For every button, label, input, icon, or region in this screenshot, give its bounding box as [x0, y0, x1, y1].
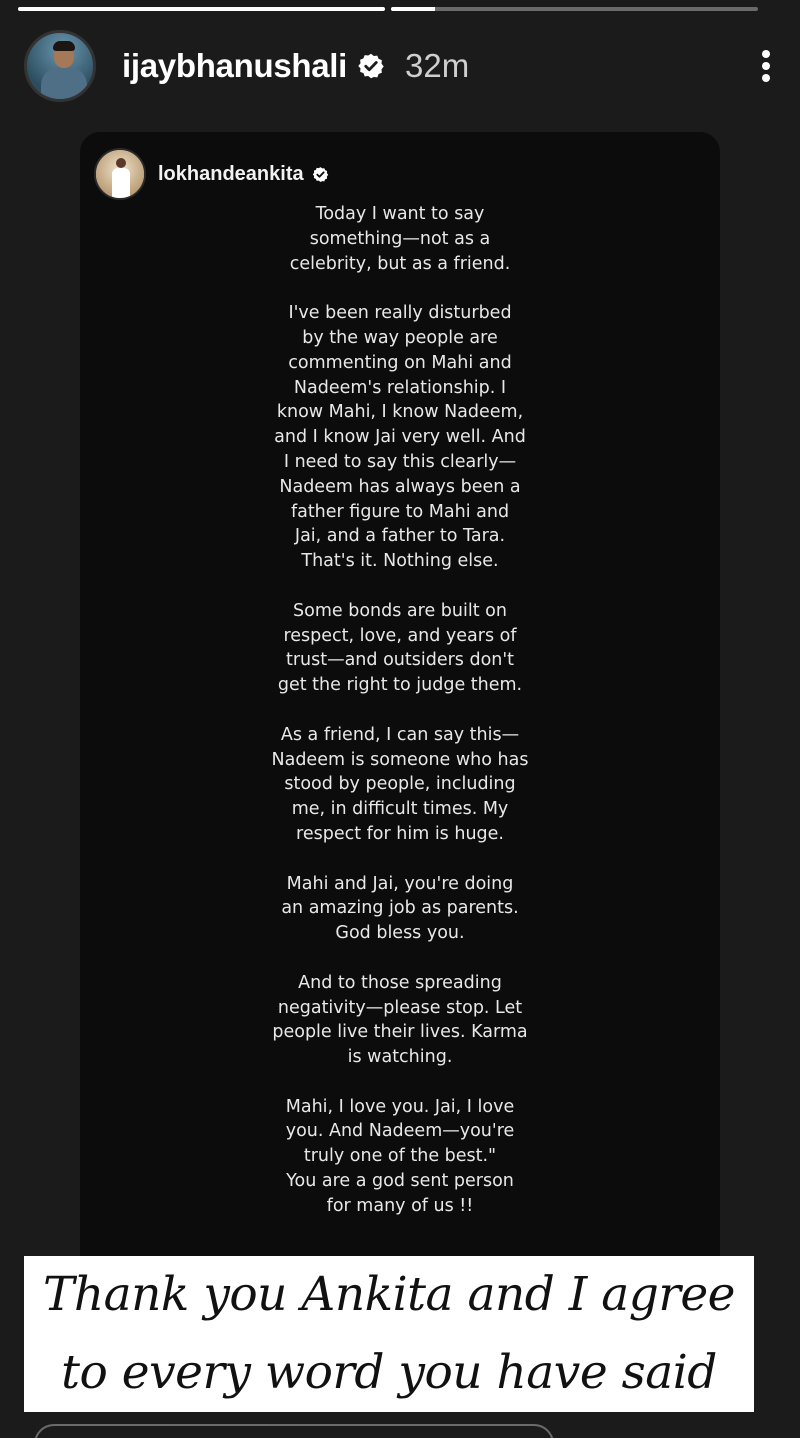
more-options-icon[interactable]: [760, 46, 772, 86]
shared-post-message: [230, 202, 570, 1219]
avatar-figure-body: [41, 67, 87, 102]
message-line: an amazing job as parents.: [281, 898, 519, 919]
avatar-figure-hair: [53, 41, 75, 51]
message-line: celebrity, but as a friend.: [289, 253, 511, 274]
caption-line: to every word you have said: [61, 1345, 717, 1400]
message-paragraph: [230, 202, 570, 276]
message-line: You are a god sent person: [286, 1171, 514, 1192]
message-line: Jai, and a father to Tara.: [294, 526, 506, 547]
message-line: people live their lives. Karma: [272, 1022, 528, 1043]
message-line: Mahi, I love you. Jai, I love: [285, 1096, 515, 1117]
shared-avatar-figure-body: [112, 168, 130, 198]
message-line: I need to say this clearly—: [283, 451, 517, 472]
reply-input[interactable]: [34, 1424, 554, 1438]
message-line: commenting on Mahi and: [288, 352, 512, 373]
message-line: get the right to judge them.: [277, 675, 523, 696]
message-line: father figure to Mahi and: [290, 501, 510, 522]
message-line: trust—and outsiders don't: [285, 650, 515, 671]
verified-badge-icon: [357, 52, 385, 80]
message-paragraph: [230, 872, 570, 946]
message-line: know Mahi, I know Nadeem,: [276, 402, 524, 423]
message-line: Today I want to say: [315, 204, 485, 224]
story-progress-bar: [18, 7, 758, 11]
progress-segment-1: [18, 7, 385, 11]
message-line: As a friend, I can say this—: [280, 724, 520, 745]
message-line: is watching.: [347, 1047, 453, 1068]
shared-post-avatar[interactable]: [94, 148, 146, 200]
progress-segment-2: [391, 7, 758, 11]
shared-post-header: [94, 148, 329, 200]
message-line: God bless you.: [335, 923, 465, 944]
message-paragraph: [230, 723, 570, 847]
message-line: for many of us !!: [326, 1195, 474, 1216]
message-line: Some bonds are built on: [293, 600, 507, 621]
message-line: and I know Jai very well. And: [274, 427, 526, 448]
message-line: truly one of the best.": [303, 1146, 497, 1167]
message-line: negativity—please stop. Let: [277, 997, 523, 1018]
message-line: Nadeem's relationship. I: [293, 377, 507, 398]
message-line: me, in difficult times. My: [291, 799, 509, 820]
caption-text: [43, 1256, 735, 1412]
story-caption: [24, 1256, 754, 1412]
message-line: Nadeem is someone who has: [271, 749, 529, 770]
story-username[interactable]: ijaybhanushali: [122, 47, 348, 84]
message-line: something—not as a: [309, 228, 491, 249]
story-timestamp: 32m: [405, 47, 470, 84]
shared-post-username[interactable]: lokhandeankita: [158, 162, 304, 185]
message-line: That's it. Nothing else.: [301, 551, 499, 572]
verified-badge-icon: [312, 166, 329, 183]
more-dot: [762, 62, 770, 70]
caption-line: Thank you Ankita and I agree: [43, 1267, 735, 1322]
message-paragraph: [230, 971, 570, 1070]
message-line: Nadeem has always been a: [279, 476, 521, 497]
message-paragraph: [230, 1095, 570, 1219]
story-header: [24, 30, 772, 102]
message-line: by the way people are: [302, 327, 498, 348]
message-line: respect for him is huge.: [296, 823, 504, 844]
message-line: stood by people, including: [284, 774, 516, 795]
message-paragraph: [230, 599, 570, 698]
message-line: Mahi and Jai, you're doing: [286, 873, 514, 894]
message-paragraph: [230, 301, 570, 574]
progress-fill-2: [391, 7, 435, 11]
message-line: respect, love, and years of: [283, 625, 517, 646]
message-line: And to those spreading: [298, 972, 502, 993]
progress-fill-1: [18, 7, 385, 11]
avatar[interactable]: [24, 30, 96, 102]
shared-post-card[interactable]: [80, 132, 720, 1282]
shared-avatar-figure-head: [116, 158, 126, 168]
message-line: I've been really disturbed: [288, 303, 512, 324]
message-line: you. And Nadeem—you're: [285, 1121, 515, 1142]
more-dot: [762, 74, 770, 82]
more-dot: [762, 50, 770, 58]
